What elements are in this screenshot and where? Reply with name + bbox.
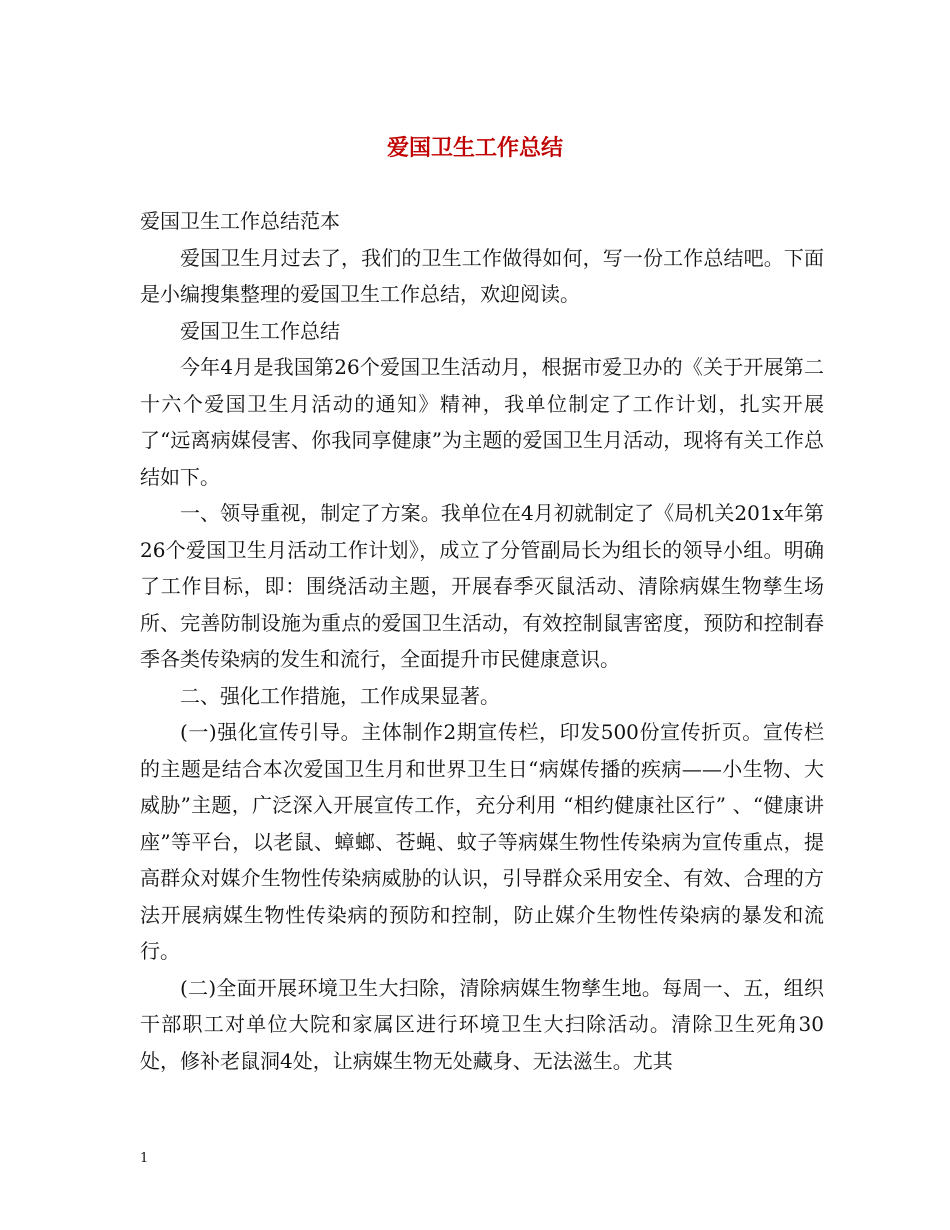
paragraph-intro: 爱国卫生月过去了，我们的卫生工作做得如何，写一份工作总结吧。下面是小编搜集整理的爱国卫生工作总结，欢迎阅读。: [140, 245, 824, 306]
page-number: 1: [140, 1151, 149, 1166]
paragraph-section-one: 一、领导重视，制定了方案。我单位在4月初就制定了《局机关201x年第26个爱国卫生月活动工作计划》，成立了分管副局长为组长的领导小组。明确了工作目标，即：围绕活动主题，开展春季灭鼠活动、清除病媒生物孳生场所、完善防制设施为重点的爱国卫生活动，有效控制鼠害密度，预防和控制春季各类传染病的发生和流行，全面提升市民健康意识。: [140, 501, 824, 671]
paragraph-item-two: (二)全面开展环境卫生大扫除，清除病媒生物孳生地。每周一、五，组织干部职工对单位大院和家属区进行环境卫生大扫除活动。清除卫生死角30处，修补老鼠洞4处，让病媒生物无处藏身、无法滋生。尤其: [140, 975, 824, 1073]
paragraph-overview: 今年4月是我国第26个爱国卫生活动月，根据市爱卫办的《关于开展第二十六个爱国卫生月活动的通知》精神，我单位制定了工作计划，扎实开展了“远离病媒侵害、你我同享健康”为主题的爱国卫生月活动，现将有关工作总结如下。: [140, 355, 824, 489]
paragraph-section-two: 二、强化工作措施，工作成果显著。: [180, 683, 500, 708]
paragraph-heading: 爱国卫生工作总结: [180, 318, 340, 343]
document-title: 爱国卫生工作总结: [386, 135, 563, 161]
paragraph-subtitle: 爱国卫生工作总结范本: [140, 209, 340, 233]
paragraph-item-one: (一)强化宣传引导。主体制作2期宣传栏，印发500份宣传折页。宣传栏的主题是结合本次爱国卫生月和世界卫生日“病媒传播的疾病——小生物、大威胁”主题，广泛深入开展宣传工作，充分利用 “相约健康社区行” 、“健康讲座”等平台，以老鼠、蟑螂、苍蝇、蚊子等病媒生物性传染病为宣传重点，提高群众对媒介生物性传染病威胁的认识，引导群众采用安全、有效、合理的方法开展病媒生物性传染病的预防和控制，防止媒介生物性传染病的暴发和流行。: [140, 720, 824, 963]
document-body: [140, 203, 824, 1079]
